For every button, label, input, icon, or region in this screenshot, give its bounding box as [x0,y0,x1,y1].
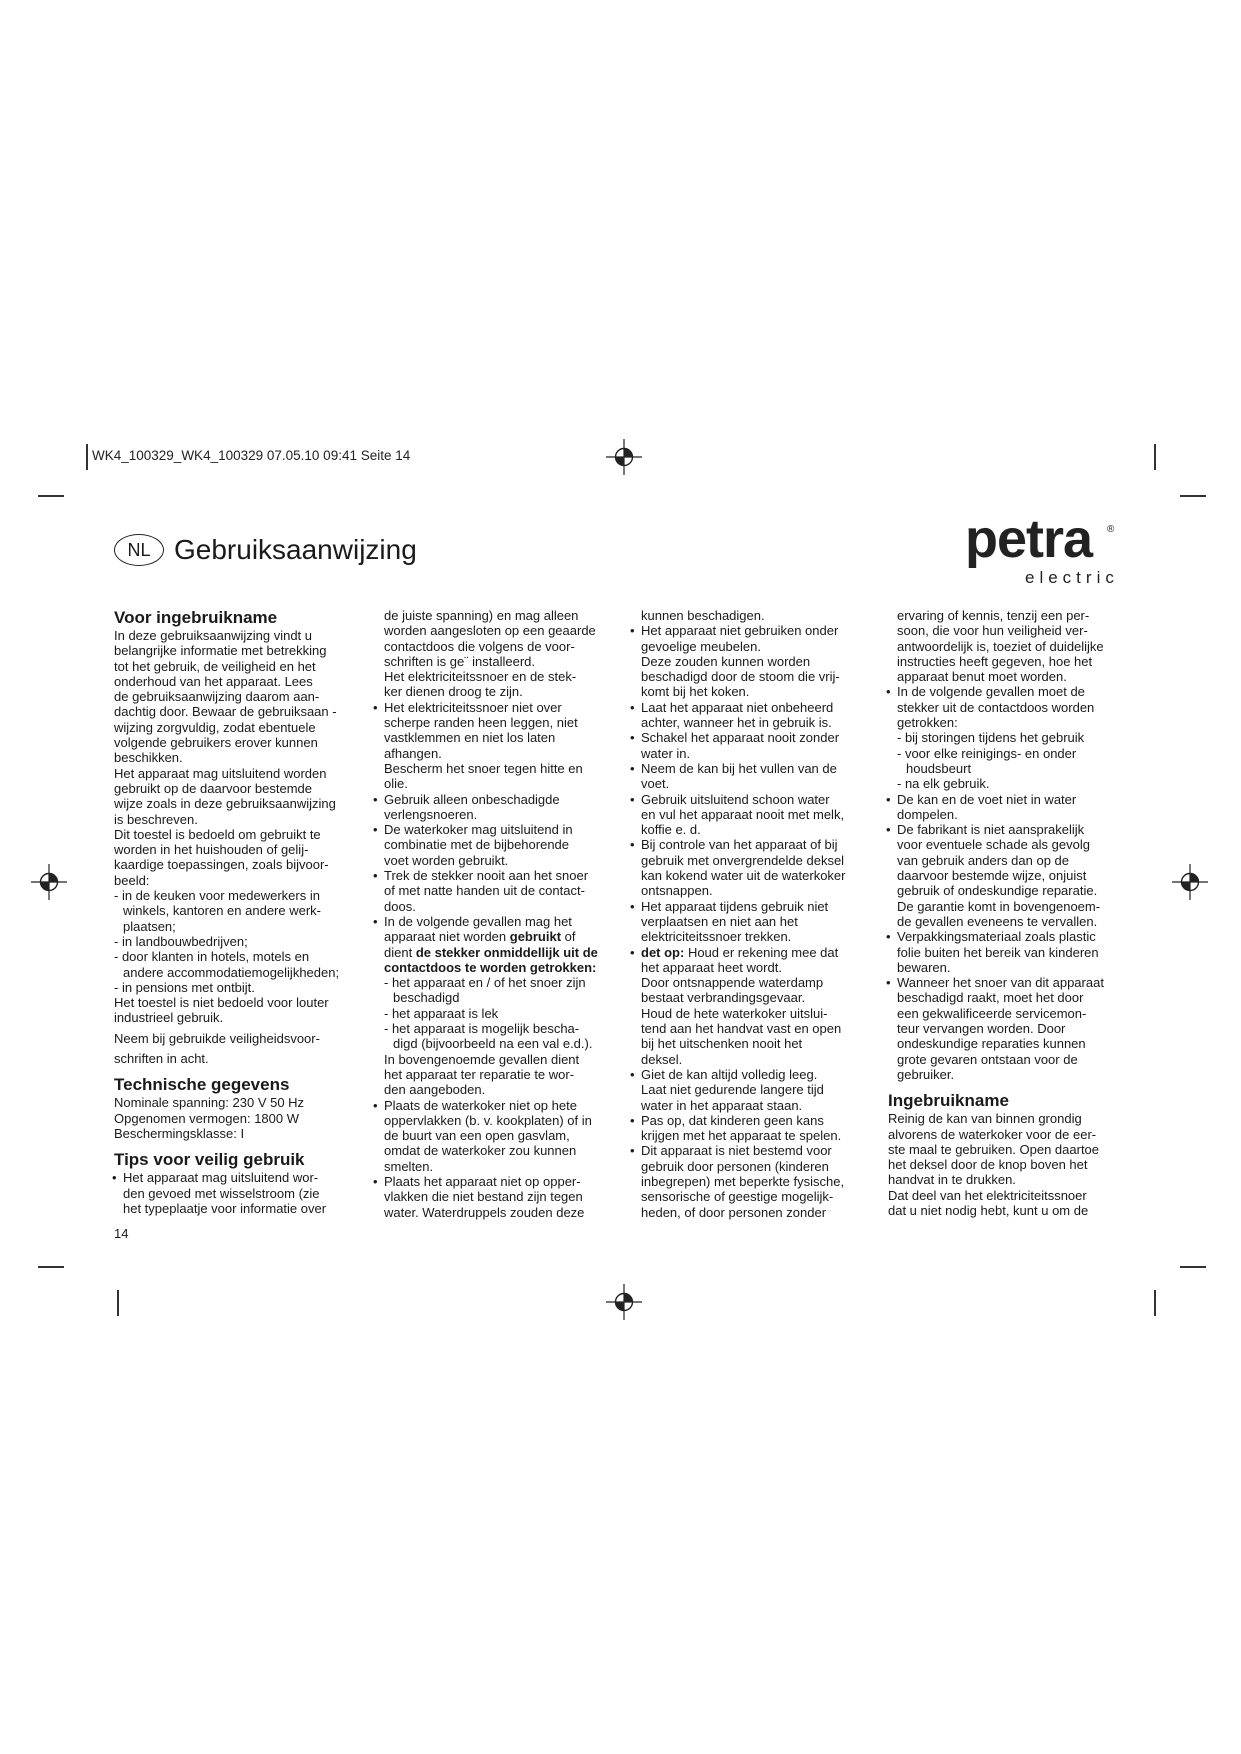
text-line: andere accommodatiemogelijkheden; [123,964,340,980]
text-line: Laat niet gedurende langere tijd [641,1082,824,1098]
page-number: 14 [114,1226,129,1241]
bullet-item: • In de volgende gevallen mag het [375,914,607,929]
text-line: alvorens de waterkoker voor de eer- [888,1126,1097,1142]
text-line: getrokken: [897,715,958,731]
logo-wordmark: petra [965,509,1093,569]
text-line: ondeskundige reparaties kunnen [897,1036,1086,1052]
bullet-item: • De waterkoker mag uitsluitend in [375,822,607,837]
text-line: een gekwalificeerde servicemon- [897,1005,1087,1021]
text-line: olie. [384,776,408,792]
text-line: doos. [384,898,416,914]
text-line: beschadigd door de stoom die vrij- [641,669,840,685]
text-line: In deze gebruiksaanwijzing vindt u [114,628,313,643]
crop-mark [1154,444,1156,470]
text-column-1 [114,608,346,1216]
list-item: - in de keuken voor medewerkers in [114,888,320,904]
text-line: verlengsnoeren. [384,806,478,822]
page-header [114,534,417,566]
text-line: folie buiten het bereik van kinderen [897,944,1099,960]
text-line: beschadigd [393,990,460,1006]
bullet-item: • In de volgende gevallen moet de [888,684,1120,699]
registration-mark-icon [1170,862,1210,902]
text-line: Opgenomen vermogen: 1800 W [114,1110,299,1126]
text-line: wijze zoals in deze gebruiksaanwijzing [114,796,336,812]
bullet-item: • Bij controle van het apparaat of bij [632,837,864,852]
bullet-item: • Laat het apparaat niet onbeheerd [632,700,864,715]
bullet-item: • Plaats het apparaat niet op opper- [375,1174,607,1189]
text-line: De garantie komt in bovengenoem- [897,898,1101,914]
text-line: dachtig door. Bewaar de gebruiksaan - [114,704,337,720]
text-line: voor eventuele schade als gevolg [897,837,1090,853]
text-line: het apparaat heet wordt. [641,959,782,975]
list-item: - na elk gebruik. [897,776,990,792]
text-line: gebruik met onvergrendelde deksel [641,852,845,868]
text-line: het apparaat ter reparatie te wor- [384,1066,575,1082]
bullet-item: • Schakel het apparaat nooit zonder [632,730,864,745]
text-line [375,929,607,944]
section-heading: Ingebruikname [888,1091,1009,1111]
registration-mark-icon [604,1282,644,1322]
text-line: is beschreven. [114,811,198,827]
crop-mark [1154,1290,1156,1316]
text-line: den aangeboden. [384,1082,486,1098]
bullet-item: • Neem de kan bij het vullen van de [632,761,864,776]
bullet-item [632,945,864,960]
bullet-item: • Pas op, dat kinderen geen kans [632,1113,864,1128]
bullet-item: • Giet de kan altijd volledig leeg. [632,1067,864,1082]
bullet-item: • Gebruik uitsluitend schoon water [632,792,864,807]
bullet-item: • Gebruik alleen onbeschadigde [375,792,607,807]
text-line: scherpe randen heen leggen, niet [384,715,578,731]
registration-mark-icon [29,862,69,902]
bullet-item: • Trek de stekker nooit aan het snoer [375,868,607,883]
bold-text: gebruikt [509,929,562,945]
text-line: smelten. [384,1158,434,1174]
text-line: gevoelige meubelen. [641,638,761,654]
section-heading: Tips voor veilig gebruik [114,1150,305,1170]
text-line [375,960,607,975]
text-line: grote gevaren ontstaan voor de [897,1051,1078,1067]
text-line: en vul het apparaat nooit met melk, [641,806,845,822]
brand-logo [965,509,1125,588]
text-line: combinatie met de bijbehorende [384,837,570,853]
text-run: dient [384,944,416,960]
text-line: plaatsen; [123,918,176,934]
text-line: bij het uitschenken nooit het [641,1036,803,1052]
text-line: Beschermingsklasse: I [114,1125,245,1141]
text-line: de gebruiksaanwijzing daarom aan- [114,689,320,705]
text-line: teur vervangen worden. Door [897,1021,1066,1037]
page-title: Gebruiksaanwijzing [174,534,417,565]
text-column-3 [632,608,864,1220]
text-line: of met natte handen uit de contact- [384,883,585,899]
language-badge: NL [114,534,164,566]
list-item: - het apparaat is lek [384,1005,499,1021]
text-column-4 [888,608,1120,1218]
text-line: koffie e. d. [641,822,701,838]
text-line: elektriciteitssnoer trekken. [641,929,792,945]
text-line: omdat de waterkoker zou kunnen [384,1143,577,1159]
text-line: de gevallen eveneens te vervallen. [897,913,1098,929]
bullet-item: • Verpakkingsmateriaal zoals plastic [888,929,1120,944]
text-line: handvat in te drukken. [888,1172,1016,1188]
text-line: antwoordelijk is, toeziet of duidelijke [897,638,1104,654]
text-line: schriften is ge¨ installeerd. [384,653,536,669]
text-line: stekker uit de contactdoos worden [897,699,1095,715]
text-line: Dat deel van het elektriciteitssnoer [888,1187,1087,1203]
text-line: soon, die voor hun veiligheid ver- [897,623,1088,639]
text-line: sensorische of geestige mogelijk- [641,1189,834,1205]
text-line: Neem bij gebruikde veiligheidsvoor- [114,1030,320,1046]
list-item: - het apparaat is mogelijk bescha- [384,1021,580,1037]
text-line: bewaren. [897,959,951,975]
text-line: beschikken. [114,750,183,766]
text-line: worden in het huishouden of gelij- [114,842,309,858]
text-line: Deze zouden kunnen worden [641,653,811,669]
text-line: vlakken die niet bestand zijn tegen [384,1189,583,1205]
text-line: Het elektriciteitssnoer en de stek- [384,669,577,685]
text-line: voet. [641,776,670,792]
text-line [375,945,607,960]
bullet-item: • Het apparaat niet gebruiken onder [632,623,864,638]
crop-mark [1180,1266,1206,1268]
text-line: tend aan het handvat vast en open [641,1021,842,1037]
text-line: inbegrepen) met beperkte fysische, [641,1173,845,1189]
text-line: achter, wanneer het in gebruik is. [641,715,832,731]
text-line: deksel. [641,1051,683,1067]
text-line: ontsnappen. [641,883,713,899]
list-item: - in landbouwbedrijven; [114,933,248,949]
text-line: gebruikt op de daarvoor bestemde [114,780,313,796]
crop-mark [38,1266,64,1268]
text-line: wijzing zorgvuldig, zodat ebentuele [114,719,316,735]
list-item: - bij storingen tijdens het gebruik [897,730,1085,746]
text-line: Door ontsnappende waterdamp [641,975,824,991]
text-line: den gevoed met wisselstroom (zie [123,1185,320,1201]
bullet-item: • Wanneer het snoer van dit apparaat [888,975,1120,990]
crop-mark [117,1290,119,1316]
text-line: instructies heeft gegeven, hoe het [897,653,1093,669]
text-line: Bescherm het snoer tegen hitte en [384,760,583,776]
text-line: Reinig de kan van binnen grondig [888,1111,1082,1127]
text-line: ker dienen droog te zijn. [384,684,523,700]
bullet-item: • Het elektriciteitssnoer niet over [375,700,607,715]
bullet-item: • Het apparaat tijdens gebruik niet [632,899,864,914]
text-line: dat u niet nodig hebt, kunt u om de [888,1202,1089,1218]
text-line: water. Waterdruppels zouden deze [384,1204,585,1220]
text-line: komt bij het koken. [641,684,750,700]
text-line: kan kokend water uit de waterkoker [641,868,846,884]
text-line: van gebruik anders dan op de [897,852,1070,868]
text-line: volgende gebruikers erover kunnen [114,735,318,751]
bullet-item: • Dit apparaat is niet bestemd voor [632,1143,864,1158]
text-line: Het apparaat mag uitsluitend worden [114,765,327,781]
text-line: kaardige toepassingen, zoals bijvoor- [114,857,329,873]
text-line: oppervlakken (b. v. kookplaten) of in [384,1112,592,1128]
text-line: tot het gebruik, de veiligheid en het [114,658,316,674]
text-line: vastklemmen en niet los laten [384,730,556,746]
logo-subtitle: electric [1025,568,1119,587]
text-line: houdsbeurt [906,760,972,776]
list-item: - voor elke reinigings- en onder [897,745,1077,761]
crop-mark [38,495,64,497]
bullet-item: • Het apparaat mag uitsluitend wor- [114,1170,346,1185]
text-line: beeld: [114,872,150,888]
text-line: winkels, kantoren en andere werk- [123,903,321,919]
text-run: of [561,929,576,945]
text-line: kunnen beschadigen. [641,608,765,623]
text-run: apparaat niet worden [384,929,510,945]
bullet-item: • Plaats de waterkoker niet op hete [375,1098,607,1113]
text-line: gebruik door personen (kinderen [641,1158,829,1174]
text-column-2 [375,608,607,1220]
registration-mark-icon [604,437,644,477]
text-line: Nominale spanning: 230 V 50 Hz [114,1095,305,1111]
bullet-item: • De kan en de voet niet in water [888,792,1120,807]
text-line: voet worden gebruikt. [384,852,509,868]
list-item: - in pensions met ontbijt. [114,979,255,995]
text-line: bestaat verbrandingsgevaar. [641,990,806,1006]
print-slug: WK4_100329_WK4_100329 07.05.10 09:41 Seite 14 [92,448,411,463]
text-line: krijgen met het apparaat te spelen. [641,1128,842,1144]
text-line: ste maal te gebruiken. Open daartoe [888,1141,1100,1157]
list-item: - door klanten in hotels, motels en [114,949,310,965]
crop-mark [86,444,88,470]
text-line: beschadigd raakt, moet het door [897,990,1084,1006]
text-line: dompelen. [897,806,958,822]
logo-registered-mark: ® [1107,524,1115,535]
bold-text: contactdoos te worden getrokken: [384,959,597,975]
text-line: Houd de hete waterkoker uitslui- [641,1005,828,1021]
text-line: gebruik of ondeskundige reparatie. [897,883,1098,899]
text-line: het typeplaatje voor informatie over [123,1200,327,1216]
text-line: Het toestel is niet bedoeld voor louter [114,995,329,1011]
text-line: digd (bijvoorbeeld na een val e.d.). [393,1036,593,1052]
text-line: apparaat benut moet worden. [897,669,1067,685]
text-line: de juiste spanning) en mag alleen [384,608,579,623]
text-line: ervaring of kennis, tenzij een per- [897,608,1090,623]
text-line: water in. [641,745,691,761]
text-line: onderhoud van het apparaat. Lees [114,673,313,689]
text-line: belangrijke informatie met betrekking [114,643,327,659]
text-line: contactdoos die volgens de voor- [384,638,575,654]
list-item: - het apparaat en / of het snoer zijn [384,975,586,991]
bold-text: det op: [641,944,685,960]
bold-text: de stekker onmiddellijk uit de [415,944,598,960]
text-line: daarvoor bestemde wijze, onjuist [897,868,1087,884]
text-line: schriften in acht. [114,1051,209,1067]
crop-mark [1180,495,1206,497]
text-line: gebruiker. [897,1066,955,1082]
text-run: Houd er rekening mee dat [684,944,839,960]
text-line: water in het apparaat staan. [641,1097,803,1113]
text-line: Dit toestel is bedoeld om gebruikt te [114,826,321,842]
section-heading: Voor ingebruikname [114,608,278,627]
text-line: In bovengenoemde gevallen dient [384,1051,580,1067]
text-line: afhangen. [384,745,442,761]
text-line: worden aangesloten op een geaarde [384,623,596,639]
section-heading: Technische gegevens [114,1075,290,1095]
text-line: de buurt van een open gasvlam, [384,1128,570,1144]
text-line: verplaatsen en niet aan het [641,913,798,929]
text-line: industrieel gebruik. [114,1010,224,1026]
text-line: heden, of door personen zonder [641,1204,827,1220]
bullet-item: • De fabrikant is niet aansprakelijk [888,822,1120,837]
text-line: het deksel door de knop boven het [888,1157,1088,1173]
